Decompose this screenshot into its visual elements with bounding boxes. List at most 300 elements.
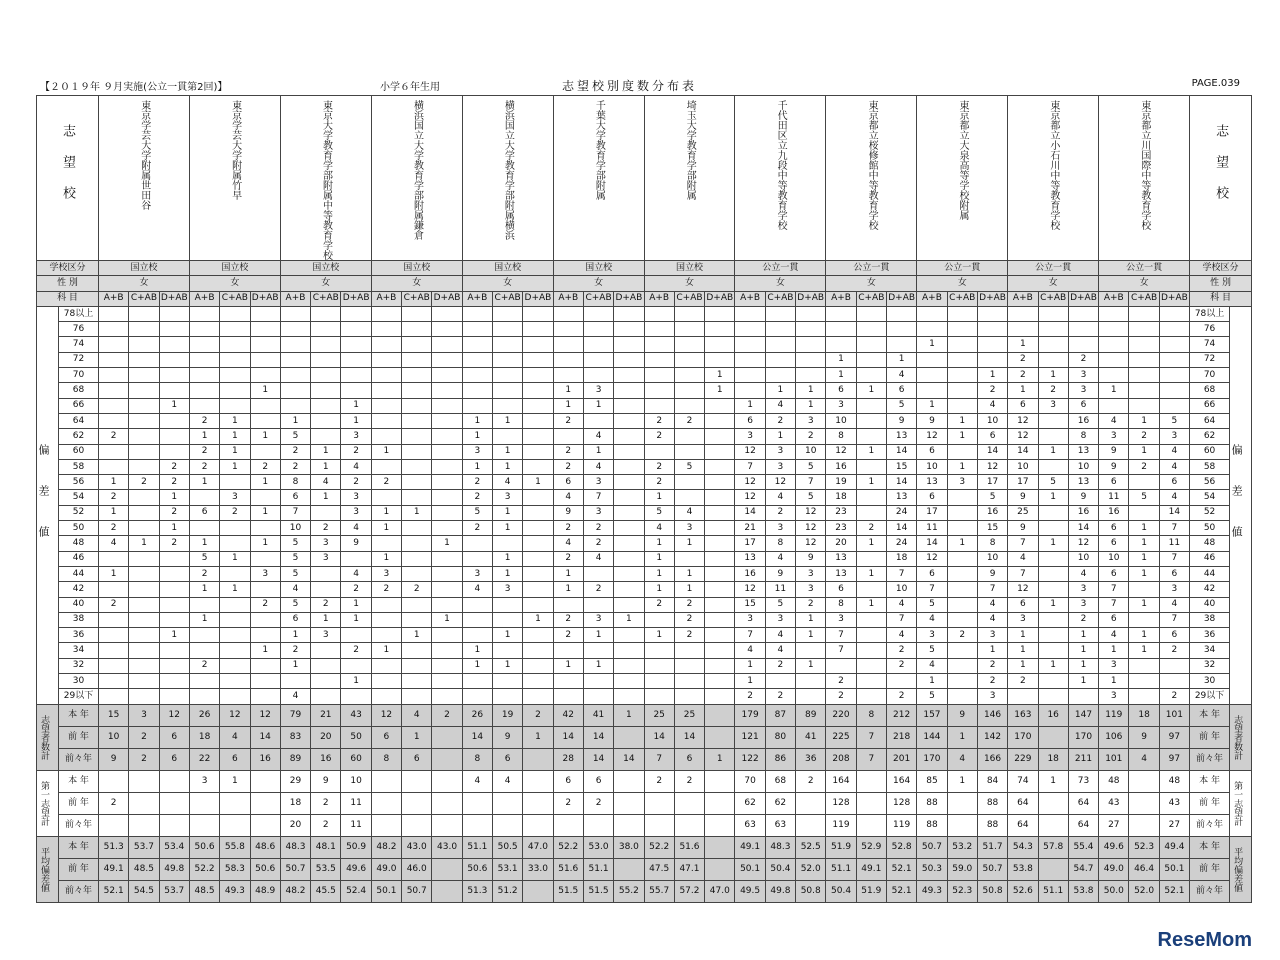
count-cell	[341, 352, 371, 367]
applicant-total-cell: 9	[1129, 726, 1159, 748]
count-cell: 4	[341, 566, 371, 581]
count-cell: 1	[917, 674, 947, 689]
average-deviation-cell	[614, 858, 644, 880]
average-deviation-cell: 49.0	[371, 858, 401, 880]
applicant-total-cell: 119	[1099, 704, 1129, 726]
count-cell: 10	[1008, 459, 1038, 474]
count-cell	[159, 612, 189, 627]
count-cell: 4	[553, 490, 583, 505]
average-deviation-cell: 48.5	[189, 880, 219, 902]
average-deviation-cell: 48.5	[129, 858, 159, 880]
count-cell	[371, 352, 401, 367]
count-cell: 1	[159, 398, 189, 413]
count-cell: 6	[553, 475, 583, 490]
score-label: 68	[1190, 383, 1230, 398]
count-cell: 25	[1008, 505, 1038, 520]
count-cell	[1099, 352, 1129, 367]
count-cell	[705, 322, 735, 337]
count-cell: 2	[674, 597, 704, 612]
count-cell: 2	[674, 413, 704, 428]
count-cell	[614, 505, 644, 520]
count-cell	[159, 551, 189, 566]
count-cell: 6	[1068, 398, 1098, 413]
count-cell: 9	[765, 566, 795, 581]
count-cell: 1	[492, 521, 522, 536]
count-cell	[1038, 643, 1068, 658]
count-cell: 10	[977, 551, 1007, 566]
count-cell: 6	[1099, 612, 1129, 627]
count-cell	[1038, 582, 1068, 597]
count-cell	[523, 368, 553, 383]
count-cell: 3	[826, 612, 856, 627]
school-name-cell	[189, 96, 280, 261]
row-label: 学校区分	[1190, 261, 1252, 276]
count-cell	[674, 444, 704, 459]
count-cell: 1	[553, 658, 583, 673]
count-cell	[553, 643, 583, 658]
count-cell: 2	[462, 475, 492, 490]
count-cell: 16	[826, 459, 856, 474]
count-cell	[1129, 505, 1159, 520]
average-deviation-cell	[1038, 858, 1068, 880]
applicant-total-cell: 6	[492, 748, 522, 770]
applicant-total-cell	[705, 704, 735, 726]
count-cell: 2	[1008, 368, 1038, 383]
count-cell: 2	[796, 429, 826, 444]
count-cell	[856, 322, 886, 337]
count-cell	[614, 551, 644, 566]
count-cell	[1129, 612, 1159, 627]
subject-cell: A+B	[917, 291, 947, 306]
school-name-cell	[99, 96, 190, 261]
count-cell: 1	[99, 505, 129, 520]
first-choice-cell: 62	[735, 792, 765, 814]
count-cell: 3	[765, 521, 795, 536]
school-name: 東京都立小石川中等教育学校	[1047, 100, 1059, 230]
count-cell: 7	[886, 612, 916, 627]
average-deviation-cell: 51.1	[826, 858, 856, 880]
count-cell: 1	[856, 444, 886, 459]
average-deviation-cell: 48.3	[280, 836, 310, 858]
count-cell	[371, 628, 401, 643]
count-cell	[220, 475, 250, 490]
score-label: 34	[1190, 643, 1230, 658]
count-cell: 1	[220, 429, 250, 444]
first-choice-cell: 1	[220, 770, 250, 792]
subject-cell: C+AB	[583, 291, 613, 306]
subject-cell: D+AB	[1068, 291, 1098, 306]
count-cell: 3	[917, 628, 947, 643]
first-choice-cell	[250, 792, 280, 814]
average-deviation-cell: 54.5	[129, 880, 159, 902]
count-cell	[583, 674, 613, 689]
applicant-total-cell: 41	[796, 726, 826, 748]
score-label: 54	[1190, 490, 1230, 505]
count-cell	[947, 566, 977, 581]
count-cell: 1	[796, 658, 826, 673]
count-cell: 2	[1129, 459, 1159, 474]
count-cell: 1	[553, 383, 583, 398]
count-cell	[220, 674, 250, 689]
count-cell	[614, 566, 644, 581]
count-cell	[856, 689, 886, 704]
count-cell: 2	[189, 658, 219, 673]
count-cell	[402, 368, 432, 383]
count-cell	[614, 582, 644, 597]
count-cell: 1	[553, 566, 583, 581]
first-choice-cell	[189, 792, 219, 814]
first-choice-cell	[462, 792, 492, 814]
count-cell	[311, 658, 341, 673]
count-cell: 7	[826, 643, 856, 658]
count-cell	[250, 368, 280, 383]
count-cell	[796, 306, 826, 321]
count-cell	[583, 413, 613, 428]
count-cell: 5	[917, 689, 947, 704]
first-choice-cell: 20	[280, 814, 310, 836]
count-cell	[674, 551, 704, 566]
count-cell: 1	[674, 582, 704, 597]
count-cell	[947, 612, 977, 627]
count-cell: 1	[371, 643, 401, 658]
average-deviation-label: 平均偏差値	[1232, 846, 1243, 892]
average-deviation-cell: 52.2	[553, 836, 583, 858]
count-cell	[129, 521, 159, 536]
count-cell: 3	[492, 582, 522, 597]
count-cell: 10	[826, 413, 856, 428]
count-cell: 2	[371, 475, 401, 490]
count-cell	[1129, 582, 1159, 597]
count-cell	[371, 306, 401, 321]
average-deviation-cell: 52.1	[886, 858, 916, 880]
count-cell: 1	[1129, 536, 1159, 551]
applicant-total-cell: 28	[553, 748, 583, 770]
count-cell: 4	[583, 459, 613, 474]
count-cell: 1	[644, 628, 674, 643]
count-cell: 3	[1099, 658, 1129, 673]
school-name: 東京都立桜修館中等教育学校	[866, 100, 878, 230]
count-cell: 1	[99, 475, 129, 490]
first-choice-cell: 9	[311, 770, 341, 792]
applicant-total-cell: 2	[129, 748, 159, 770]
subject-cell: C+AB	[492, 291, 522, 306]
count-cell: 2	[1068, 352, 1098, 367]
count-cell: 1	[856, 475, 886, 490]
subject-cell: C+AB	[1129, 291, 1159, 306]
count-cell: 3	[311, 551, 341, 566]
average-deviation-cell: 43.0	[402, 836, 432, 858]
applicant-total-cell	[432, 748, 462, 770]
count-cell: 5	[280, 566, 310, 581]
count-cell	[432, 505, 462, 520]
count-cell	[220, 612, 250, 627]
count-cell	[674, 689, 704, 704]
first-choice-cell	[644, 814, 674, 836]
count-cell	[341, 383, 371, 398]
count-cell: 6	[917, 490, 947, 505]
average-deviation-cell: 50.3	[917, 858, 947, 880]
type-cell: 国立校	[644, 261, 735, 276]
count-cell: 4	[644, 521, 674, 536]
count-cell	[402, 536, 432, 551]
count-cell: 1	[1129, 521, 1159, 536]
count-cell: 3	[583, 612, 613, 627]
first-choice-cell: 73	[1068, 770, 1098, 792]
count-cell: 2	[462, 490, 492, 505]
count-cell	[462, 368, 492, 383]
count-cell: 6	[1008, 597, 1038, 612]
average-deviation-cell: 48.2	[280, 880, 310, 902]
count-cell	[705, 628, 735, 643]
count-cell	[250, 612, 280, 627]
applicant-total-cell: 60	[341, 748, 371, 770]
average-deviation-cell: 51.1	[462, 836, 492, 858]
count-cell	[432, 322, 462, 337]
count-cell	[432, 566, 462, 581]
count-cell: 9	[553, 505, 583, 520]
count-cell: 1	[189, 475, 219, 490]
count-cell	[189, 597, 219, 612]
score-label: 66	[1190, 398, 1230, 413]
count-cell: 15	[735, 597, 765, 612]
average-deviation-cell: 50.0	[1099, 880, 1129, 902]
year-label: 本 年	[59, 836, 99, 858]
count-cell: 1	[371, 444, 401, 459]
count-cell: 14	[886, 475, 916, 490]
count-cell: 4	[1159, 459, 1189, 474]
count-cell: 3	[462, 444, 492, 459]
count-cell	[705, 521, 735, 536]
gender-cell: 女	[189, 276, 280, 291]
count-cell	[705, 597, 735, 612]
count-cell: 9	[886, 413, 916, 428]
count-cell: 1	[462, 429, 492, 444]
average-deviation-cell: 38.0	[614, 836, 644, 858]
count-cell: 2	[1159, 643, 1189, 658]
average-deviation-label: 平均偏差値	[39, 846, 49, 892]
count-cell: 4	[886, 368, 916, 383]
average-deviation-cell: 52.8	[886, 836, 916, 858]
average-deviation-cell: 54.7	[1068, 858, 1098, 880]
applicant-total-cell: 211	[1068, 748, 1098, 770]
applicant-total-cell: 4	[220, 726, 250, 748]
count-cell	[189, 674, 219, 689]
count-cell	[402, 444, 432, 459]
count-cell	[341, 368, 371, 383]
count-cell	[523, 674, 553, 689]
count-cell: 3	[583, 383, 613, 398]
count-cell	[674, 643, 704, 658]
count-cell: 3	[1008, 612, 1038, 627]
applicant-total-cell: 89	[796, 704, 826, 726]
count-cell	[674, 352, 704, 367]
count-cell: 9	[341, 536, 371, 551]
first-choice-cell	[614, 814, 644, 836]
count-cell: 15	[886, 459, 916, 474]
count-cell: 2	[553, 521, 583, 536]
count-cell: 3	[1099, 689, 1129, 704]
average-deviation-cell: 33.0	[523, 858, 553, 880]
applicant-total-cell: 26	[462, 704, 492, 726]
count-cell: 3	[1038, 398, 1068, 413]
count-cell	[765, 368, 795, 383]
average-deviation-cell: 48.2	[371, 836, 401, 858]
count-cell: 8	[977, 536, 1007, 551]
count-cell: 12	[977, 459, 1007, 474]
count-cell	[159, 337, 189, 352]
count-cell	[917, 352, 947, 367]
school-side-label: 志望校	[1213, 124, 1229, 217]
count-cell	[402, 383, 432, 398]
count-cell: 4	[1159, 490, 1189, 505]
count-cell	[826, 337, 856, 352]
score-label: 60	[1190, 444, 1230, 459]
count-cell: 4	[1099, 413, 1129, 428]
first-choice-cell: 6	[583, 770, 613, 792]
count-cell: 9	[1099, 444, 1129, 459]
applicant-total-cell: 4	[947, 748, 977, 770]
count-cell	[250, 337, 280, 352]
count-cell: 4	[583, 429, 613, 444]
average-deviation-cell: 51.2	[492, 880, 522, 902]
school-side-label: 志望校	[60, 124, 75, 217]
count-cell	[432, 398, 462, 413]
applicant-total-cell: 14	[462, 726, 492, 748]
count-cell: 1	[765, 383, 795, 398]
count-cell: 1	[1068, 658, 1098, 673]
count-cell	[371, 429, 401, 444]
count-cell	[220, 536, 250, 551]
count-cell: 4	[765, 551, 795, 566]
score-label: 42	[1190, 582, 1230, 597]
average-deviation-cell: 51.6	[674, 836, 704, 858]
count-cell: 5	[644, 505, 674, 520]
count-cell: 1	[250, 536, 280, 551]
applicant-total-cell: 1	[523, 726, 553, 748]
count-cell: 3	[1159, 429, 1189, 444]
count-cell: 1	[1038, 658, 1068, 673]
first-choice-cell: 68	[765, 770, 795, 792]
count-cell: 3	[765, 612, 795, 627]
count-cell	[947, 551, 977, 566]
count-cell	[311, 306, 341, 321]
first-choice-cell	[129, 814, 159, 836]
school-name: 東京都立川国際中等教育学校	[1138, 100, 1150, 230]
count-cell	[371, 322, 401, 337]
count-cell	[220, 383, 250, 398]
count-cell: 2	[644, 597, 674, 612]
count-cell: 7	[583, 490, 613, 505]
applicant-total-cell: 6	[674, 748, 704, 770]
count-cell	[523, 643, 553, 658]
count-cell: 4	[765, 643, 795, 658]
average-deviation-cell: 50.6	[250, 858, 280, 880]
count-cell	[189, 383, 219, 398]
count-cell	[250, 322, 280, 337]
applicant-total-cell: 43	[341, 704, 371, 726]
first-choice-cell: 4	[462, 770, 492, 792]
count-cell: 13	[826, 566, 856, 581]
count-cell	[856, 658, 886, 673]
count-cell: 1	[250, 429, 280, 444]
count-cell	[1038, 566, 1068, 581]
count-cell: 1	[280, 628, 310, 643]
count-cell: 13	[826, 551, 856, 566]
count-cell: 14	[1068, 521, 1098, 536]
average-deviation-cell: 58.3	[220, 858, 250, 880]
count-cell: 3	[796, 566, 826, 581]
count-cell: 2	[644, 459, 674, 474]
subject-cell: C+AB	[402, 291, 432, 306]
count-cell	[553, 429, 583, 444]
first-choice-cell	[371, 814, 401, 836]
average-deviation-cell: 50.8	[796, 880, 826, 902]
count-cell: 1	[129, 536, 159, 551]
count-cell	[250, 444, 280, 459]
count-cell: 4	[492, 475, 522, 490]
gender-cell: 女	[826, 276, 917, 291]
first-choice-cell: 1	[1038, 770, 1068, 792]
count-cell: 1	[159, 490, 189, 505]
score-label: 62	[59, 429, 99, 444]
count-cell	[280, 368, 310, 383]
first-choice-cell: 128	[886, 792, 916, 814]
count-cell	[341, 306, 371, 321]
average-deviation-cell: 53.7	[129, 836, 159, 858]
count-cell: 14	[917, 536, 947, 551]
count-cell	[1008, 306, 1038, 321]
count-cell: 2	[159, 536, 189, 551]
first-choice-cell: 3	[189, 770, 219, 792]
count-cell: 2	[796, 597, 826, 612]
count-cell	[765, 337, 795, 352]
count-cell	[432, 597, 462, 612]
score-label: 36	[59, 628, 99, 643]
count-cell: 4	[765, 490, 795, 505]
grade-label: 小学６年生用	[380, 82, 440, 93]
count-cell	[402, 566, 432, 581]
first-choice-cell	[796, 792, 826, 814]
applicant-total-label: 志望者数計	[1232, 714, 1243, 760]
count-cell: 7	[735, 459, 765, 474]
count-cell: 2	[220, 505, 250, 520]
count-cell	[796, 322, 826, 337]
count-cell: 1	[159, 521, 189, 536]
count-cell	[371, 597, 401, 612]
count-cell: 14	[977, 444, 1007, 459]
count-cell: 2	[371, 582, 401, 597]
applicant-total-cell: 7	[856, 748, 886, 770]
count-cell: 2	[886, 689, 916, 704]
first-choice-cell	[1129, 814, 1159, 836]
count-cell: 4	[1068, 566, 1098, 581]
subject-cell: D+AB	[614, 291, 644, 306]
count-cell: 1	[341, 597, 371, 612]
first-choice-cell	[796, 814, 826, 836]
applicant-total-cell: 170	[917, 748, 947, 770]
applicant-total-cell: 8	[856, 704, 886, 726]
first-choice-cell: 88	[977, 792, 1007, 814]
applicant-total-cell: 12	[159, 704, 189, 726]
count-cell: 5	[280, 536, 310, 551]
count-cell: 4	[977, 398, 1007, 413]
count-cell: 4	[765, 398, 795, 413]
count-cell	[99, 444, 129, 459]
average-deviation-cell: 49.3	[917, 880, 947, 902]
first-choice-cell: 63	[735, 814, 765, 836]
first-choice-cell	[432, 770, 462, 792]
count-cell: 6	[1099, 475, 1129, 490]
